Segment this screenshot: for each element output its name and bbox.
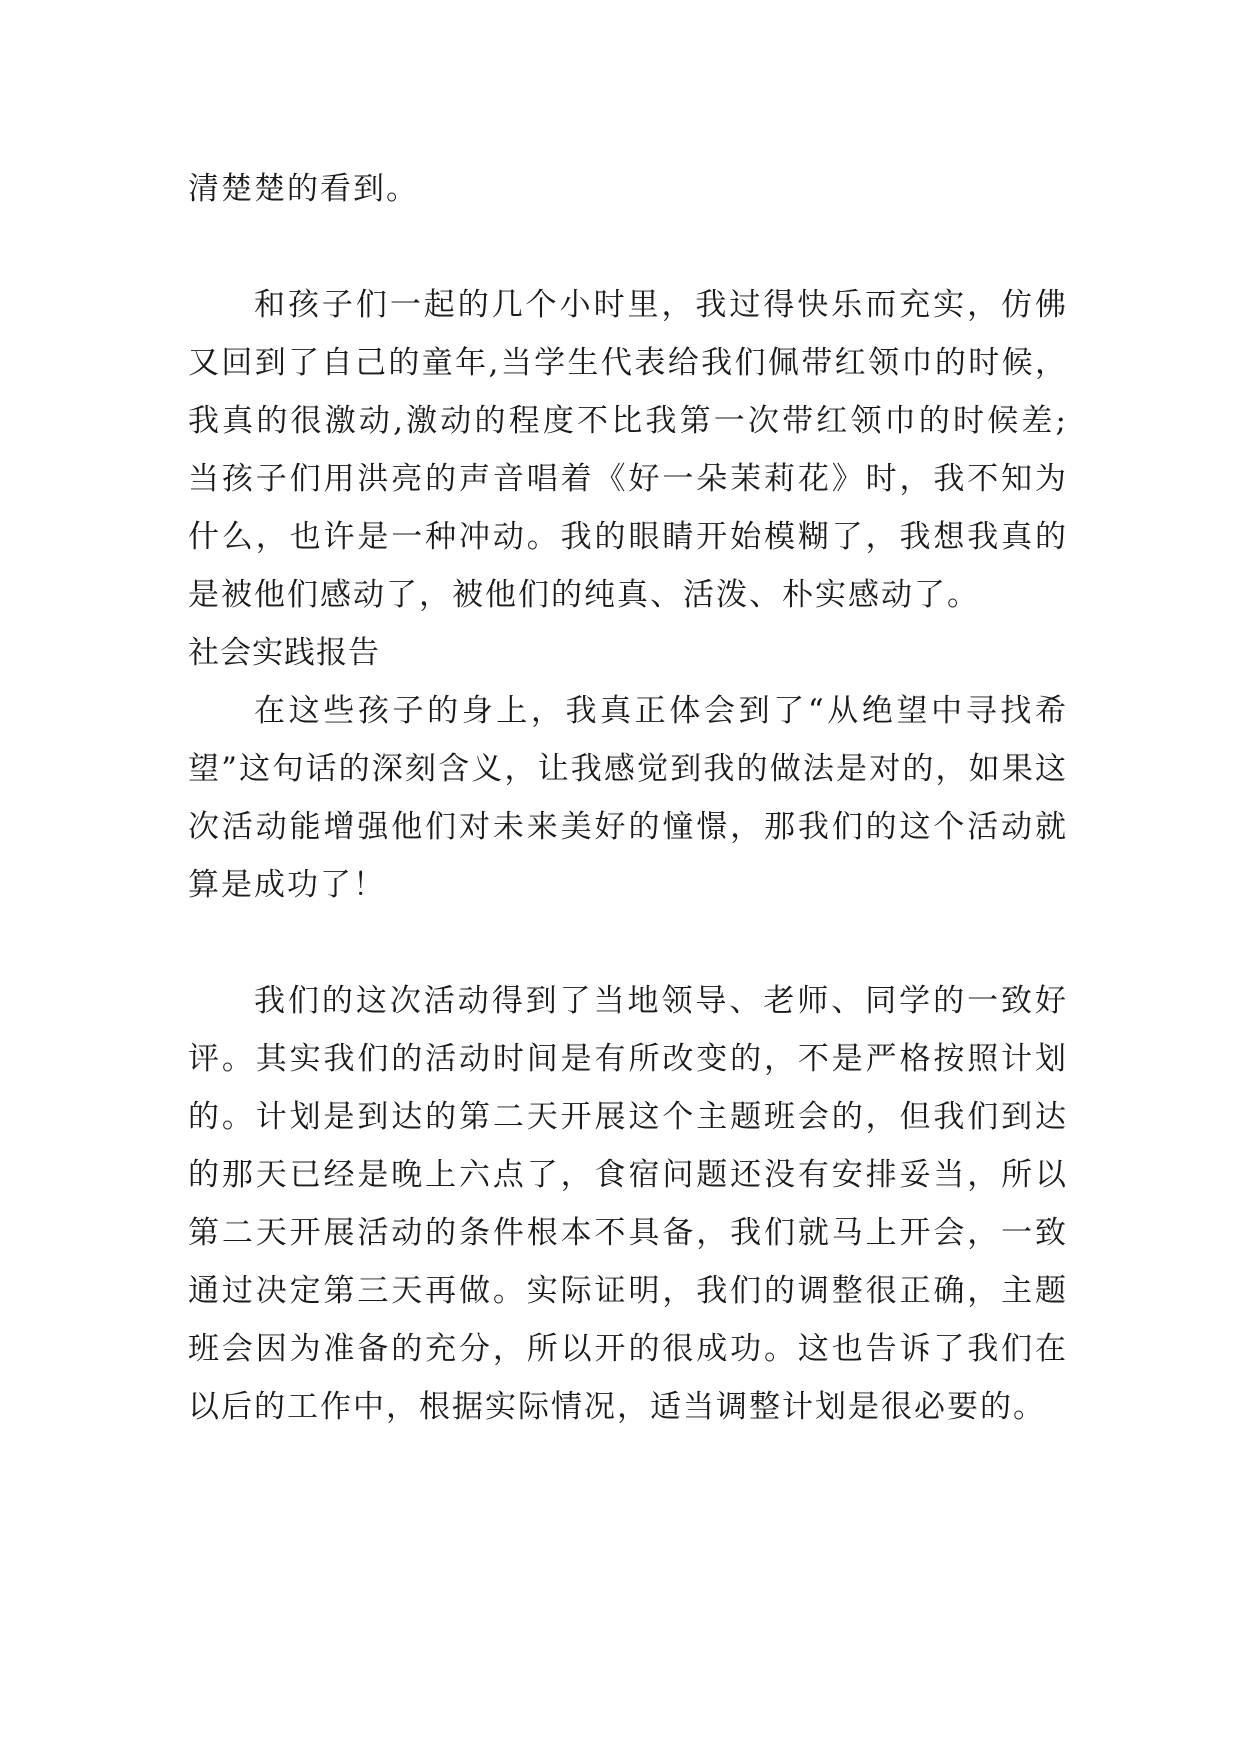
document-body bbox=[188, 160, 1068, 1436]
paragraph-hope: 在这些孩子的身上，我真正体会到了“从绝望中寻找希望”这句话的深刻含义，让我感觉到我的做法是对的，如果这次活动能增强他们对未来美好的憧憬，那我们的这个活动就算是成功了！ bbox=[188, 693, 1068, 903]
section-heading: 社会实践报告 bbox=[188, 635, 380, 671]
paragraph-activity-review: 我们的这次活动得到了当地领导、老师、同学的一致好评。其实我们的活动时间是有所改变的，不是严格按照计划的。计划是到达的第二天开展这个主题班会的，但我们到达的那天已经是晚上六点了，食宿问题还没有安排妥当，所以第二天开展活动的条件根本不具备，我们就马上开会，一致通过决定第三天再做。实际证明，我们的调整很正确，主题班会因为准备的充分，所以开的很成功。这也告诉了我们在以后的工作中，根据实际情况，适当调整计划是很必要的。 bbox=[188, 983, 1068, 1425]
paragraph-continuation: 清楚楚的看到。 bbox=[188, 171, 419, 207]
paragraph-children-hours: 和孩子们一起的几个小时里，我过得快乐而充实，仿佛又回到了自己的童年,当学生代表给我们佩带红领巾的时候，我真的很激动,激动的程度不比我第一次带红领巾的时候差;当孩子们用洪亮的声音唱着《好一朵茉莉花》时，我不知为什么，也许是一种冲动。我的眼睛开始模糊了，我想我真的是被他们感动了，被他们的纯真、活泼、朴实感动了。 bbox=[188, 287, 1068, 613]
